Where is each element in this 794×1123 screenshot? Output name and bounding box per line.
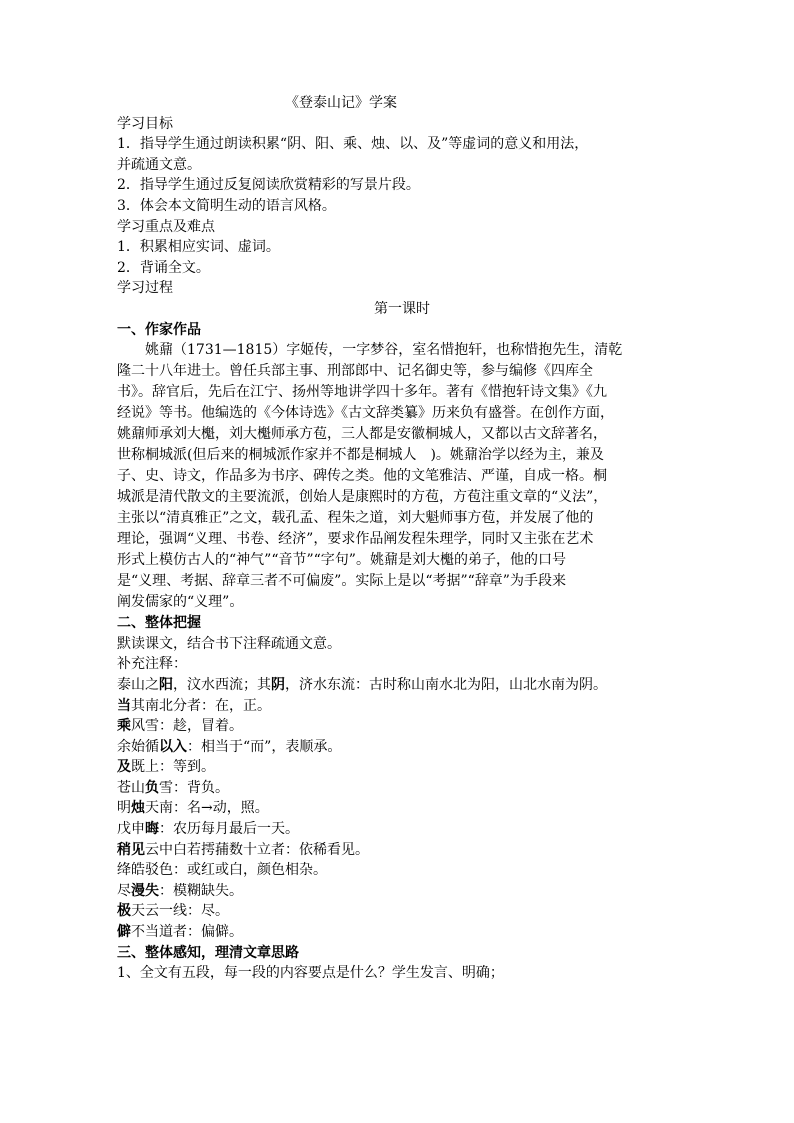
paragraph-line: 姚鼐师承刘大櫆，刘大櫆师承方苞，三人都是安徽桐城人，又都以古文辞著名， [117, 426, 607, 443]
paragraph-line: 城派是清代散文的主要流派，创始人是康熙时的方苞，方苞注重文章的“义法”， [117, 489, 608, 506]
paragraph-line: 书》。辞官后，先后在江宁、扬州等地讲学四十多年。著有《惜抱轩诗文集》《九 [117, 384, 607, 401]
paragraph-line: 姚鼐（1731—1815）字姬传，一字梦谷，室名惜抱轩，也称惜抱先生，清乾 [145, 342, 623, 359]
note-line: 僻不当道者：偏僻。 [117, 924, 243, 941]
paragraph-line: 主张以“清真雅正”之文，载孔孟、程朱之道，刘大魁师事方苞，并发展了他的 [117, 510, 594, 527]
section-heading: 二、整体把握 [117, 615, 201, 632]
goal-line: 并疏通文意。 [117, 156, 201, 173]
note-line: 尽漫失：模糊缺失。 [117, 882, 243, 899]
document-page [117, 93, 687, 984]
keypoint-line: 2．背诵全文。 [117, 259, 210, 276]
note-line: 苍山负雪：背负。 [117, 779, 229, 796]
author-paragraph [117, 340, 687, 613]
note-line: 当其南北分者：在，正。 [117, 697, 271, 714]
note-line: 稍见云中白若摴蒱数十立者：依稀看见。 [117, 841, 369, 858]
paragraph-line: 形式上模仿古人的“神气”“音节”“字句”。姚鼐是刘大櫆的弟子，他的口号 [117, 552, 566, 569]
paragraph-line: 是“义理、考据、辞章三者不可偏废”。实际上是以“考据”“辞章”为手段来 [117, 573, 566, 590]
goal-line: 3．体会本文简明生动的语言风格。 [117, 197, 336, 214]
paragraph-line: 阐发儒家的“义理”。 [117, 594, 244, 611]
note-line: 余始循以入：相当于“而”，表顺承。 [117, 738, 342, 755]
paragraph-line: 理论，强调“义理、书卷、经济”，要求作品阐发程朱理学，同时又主张在艺术 [117, 531, 594, 548]
keypoints-heading: 学习重点及难点 [117, 218, 215, 235]
paragraph-line: 经说》等书。他编选的《今体诗选》《古文辞类纂》历来负有盛誉。在创作方面， [117, 405, 614, 422]
lesson-title: 第一课时 [374, 300, 430, 317]
keypoint-line: 1．积累相应实词、虚词。 [117, 239, 280, 256]
notes-heading: 补充注释： [117, 656, 187, 673]
section-heading: 三、整体感知，理清文章思路 [117, 944, 299, 961]
note-line: 明烛天南：名→动，照。 [117, 800, 269, 817]
question-line: 1、全文有五段，每一段的内容要点是什么？学生发言、明确； [117, 965, 504, 982]
section-heading: 一、作家作品 [117, 321, 201, 338]
note-line: 极天云一线：尽。 [117, 903, 229, 920]
paragraph-line: 子、史、诗文，作品多为书序、碑传之类。他的文笔雅洁、严谨，自成一格。桐 [117, 468, 607, 485]
note-line: 绛皓驳色：或红或白，颜色相杂。 [117, 862, 327, 879]
note-line: 戊申晦：农历每月最后一天。 [117, 821, 299, 838]
process-heading: 学习过程 [117, 280, 173, 297]
goal-line: 2．指导学生通过反复阅读欣赏精彩的写景片段。 [117, 177, 420, 194]
note-line: 泰山之阳，汶水西流；其阴，济水东流：古时称山南水北为阳，山北水南为阴。 [117, 676, 607, 693]
paragraph-line: 隆二十八年进士。曾任兵部主事、刑部郎中、记名御史等，参与编修《四库全 [117, 363, 593, 380]
note-line: 乘风雪：趁，冒着。 [117, 718, 243, 735]
section-intro: 默读课文，结合书下注释疏通文意。 [117, 635, 341, 652]
paragraph-line: 世称桐城派(但后来的桐城派作家并不都是桐城人 )。姚鼐治学以经为主，兼及 [117, 447, 604, 464]
document-title: 《登泰山记》学案 [285, 95, 397, 111]
goals-heading: 学习目标 [117, 115, 173, 132]
goal-line: 1．指导学生通过朗读积累“阴、阳、乘、烛、以、及”等虚词的意义和用法， [117, 136, 589, 153]
note-line: 及既上：等到。 [117, 759, 215, 776]
